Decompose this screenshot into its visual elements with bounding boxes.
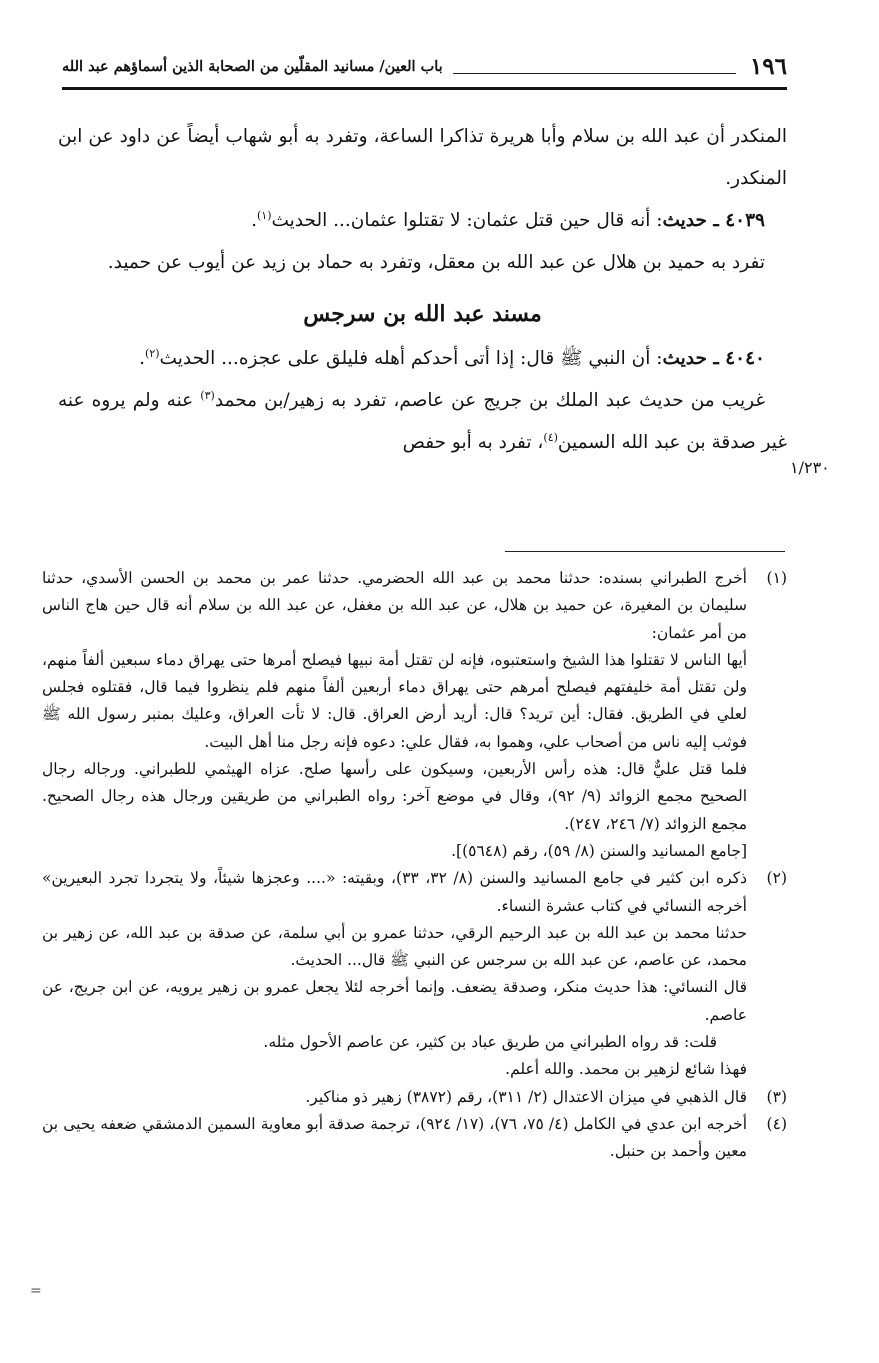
hadith-label: حديث bbox=[662, 348, 707, 369]
footnote-ref: (١) bbox=[256, 208, 272, 222]
hadith-4040: ٤٠٤٠ ـ حديث: أن النبي ﷺ قال: إذا أتى أحدكم أهله فليلق على عجزه... الحديث$^{(٢)}$. bbox=[139, 346, 765, 369]
footnote-line: قال النسائي: هذا حديث منكر، وصدقة يضعف. وإنما أخرجه لئلا يجعل عمرو بن زهير يرويه، عن ابن جريج، عن عاصم. bbox=[42, 978, 747, 1024]
text-run: غريب من حديث عبد الملك بن جريج عن عاصم، تفرد به زهير/بن محمد bbox=[214, 390, 765, 411]
footnote-line: ذكره ابن كثير في جامع المسانيد والسنن (٨/ ٣٢، ٣٣)، وبقيته: «.... وعجزها شيئاً، ولا يتجردا تجرد البعيرين» أخرجه النسائي في كتاب عشرة النساء. bbox=[42, 869, 748, 915]
footnote-ref: (٤) bbox=[543, 430, 558, 444]
footnote-line: أيها الناس لا تقتلوا هذا الشيخ واستعتبوه، فإنه لن تقتل أمة نبيها فيصلح أمرها حتى يهراق دماء سبعين ألفاً منهم، ولن تقتل أمة خليفتهم فيصلح أمرهم حتى يهراق دماء أربعين ألفاً منهم فلم ينظروا فيما قال، فقتلوه فجلس لعلي في الطريق. فقال: أين تريد؟ قال: أريد أرض العراق. قال: لا تأت العراق، وعليك بمنبر رسول الله ﷺ فوثب إليه ناس من أصحاب علي، وهموا به، فقال علي: دعوه فإنه رجل منا أهل البيت. bbox=[42, 650, 747, 751]
page-number: ١٩٦ bbox=[749, 53, 787, 80]
footnote-line: قال الذهبي في ميزان الاعتدال (٢/ ٣١١)، رقم (٣٨٧٢) زهير ذو مناكير. bbox=[305, 1087, 747, 1106]
hadith-text: : أن النبي ﷺ قال: إذا أتى أحدكم أهله فليلق على عجزه... الحديث bbox=[159, 348, 663, 369]
header-dash-line bbox=[453, 73, 736, 74]
footnote-line: حدثنا محمد بن عبد الله بن عبد الرحيم الرقي، حدثنا عمرو بن أبي سلمة، عن صدقة بن عبد الله، عن زهير بن محمد، عن عاصم، عن عبد الله بن سرجس عن النبي ﷺ قال... الحديث. bbox=[42, 923, 747, 970]
text-run: ، تفرد به أبو حفص bbox=[402, 432, 544, 453]
footnote-1 bbox=[42, 565, 787, 647]
footnote-line: قلت: قد رواه الطبراني من طريق عباد بن كثير، عن عاصم الأحول مثله. bbox=[263, 1033, 717, 1052]
hadith-label: حديث bbox=[662, 210, 707, 231]
musnad-heading: مسند عبد الله بن سرجس bbox=[303, 301, 542, 327]
footnote-line: أخرج الطبراني بسنده: حدثنا محمد بن عبد الله الحضرمي. حدثنا عمر بن محمد بن الحسن الأسدي، حدثنا سليمان بن المغيرة، عن حميد بن هلال، عن عبد الله بن مغفل، عن عبد الله بن سلام أنه قال حين هاج الناس من أمر عثمان: bbox=[42, 569, 747, 642]
footnote-line: [جامع المسانيد والسنن (٨/ ٥٩)، رقم (٥٦٤٨)]. bbox=[451, 841, 747, 860]
footnote-ref: (٢) bbox=[145, 346, 160, 360]
hadith-text: : أنه قال حين قتل عثمان: لا تقتلوا عثمان... الحديث bbox=[271, 210, 663, 231]
hadith-number: ٤٠٤٠ bbox=[725, 348, 765, 369]
hadith-number: ٤٠٣٩ bbox=[725, 210, 765, 231]
main-text bbox=[58, 116, 787, 464]
manuscript-folio-note: ١/٢٣٠ bbox=[790, 458, 830, 477]
footnote-mark: (٤) bbox=[766, 1114, 787, 1133]
footnote-line: فلما قتل عليٌّ قال: هذه رأس الأربعين، وسيكون على رأسها صلح. عزاه الهيثمي للطبراني. ورجاله رجال الصحيح مجمع الزوائد (٩/ ٩٢)، وقال في موضع آخر: رواه الطبراني من طريقين ورجال هذه رجال الصحيح. مجمع الزوائد (٧/ ٢٤٦، ٢٤٧). bbox=[42, 760, 748, 833]
footnote-ref: (٣) bbox=[200, 388, 215, 402]
footnote-line: فهذا شائع لزهير بن محمد. والله أعلم. bbox=[505, 1060, 747, 1079]
text-run: عنه ولم يروه عنه غير صدقة بن عبد الله السمين bbox=[58, 390, 787, 453]
footnote-separator bbox=[505, 551, 785, 552]
footnote-3 bbox=[42, 1084, 787, 1111]
chapter-title: باب العين/ مسانيد المقلّين من الصحابة الذين أسماؤهم عبد الله bbox=[62, 58, 443, 75]
edge-mark: = bbox=[30, 1283, 42, 1299]
running-header bbox=[62, 46, 787, 82]
footnote-mark: (٢) bbox=[766, 869, 787, 888]
paragraph-gharib bbox=[58, 380, 787, 464]
hadith-4039: ٤٠٣٩ ـ حديث: أنه قال حين قتل عثمان: لا تقتلوا عثمان... الحديث$^{(١)}$. bbox=[251, 208, 765, 231]
footnote-2 bbox=[42, 865, 787, 920]
footnotes bbox=[42, 565, 787, 1166]
footnote-mark: (١) bbox=[766, 569, 787, 587]
footnote-mark: (٣) bbox=[766, 1087, 787, 1106]
paragraph-continuation: المنكدر أن عبد الله بن سلام وأبا هريرة تذاكرا الساعة، وتفرد به أبو شهاب أيضاً عن داود عن ابن المنكدر. bbox=[58, 126, 787, 189]
paragraph-tafarrud: تفرد به حميد بن هلال عن عبد الله بن معقل، وتفرد به حماد بن زيد عن أيوب عن حميد. bbox=[107, 252, 765, 273]
footnote-4 bbox=[42, 1111, 787, 1166]
header-rule bbox=[62, 87, 787, 90]
footnote-line: أخرجه ابن عدي في الكامل (٤/ ٧٥، ٧٦)، (١٧/ ٩٢٤)، ترجمة صدقة أبو معاوية السمين الدمشقي ضعفه يحيى بن معين وأحمد بن حنبل. bbox=[42, 1114, 748, 1161]
